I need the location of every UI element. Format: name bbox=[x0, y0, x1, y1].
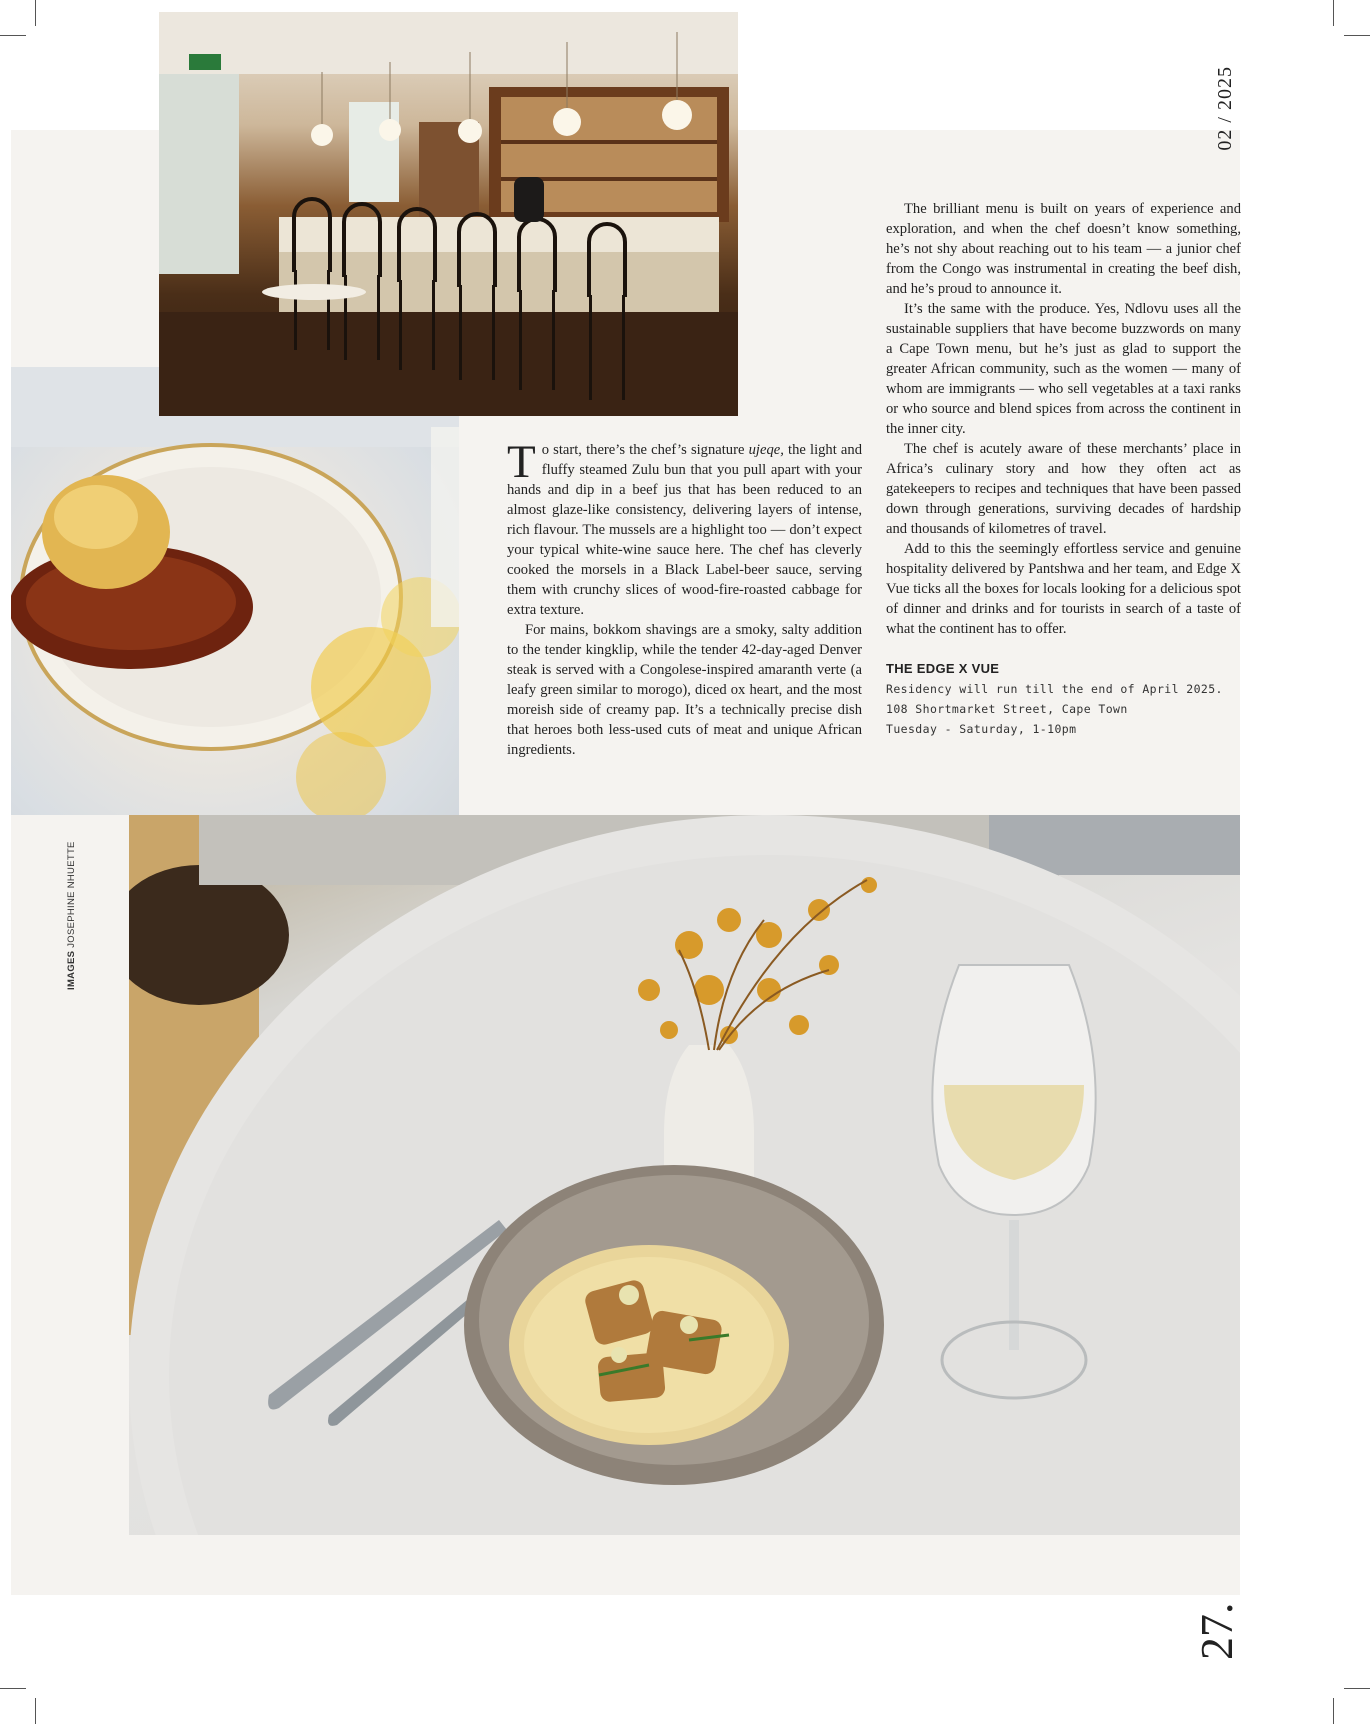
article-paragraph: The brilliant menu is built on years of experience and exploration, and when the chef doesn’t know something, he’s not shy about reaching out to his team — a junior chef from the Congo was instrumental in creating the beef dish, and he’s proud to announce it. bbox=[886, 201, 1241, 297]
starter-dish-photo bbox=[11, 367, 459, 815]
page-number: 27. bbox=[1191, 1602, 1242, 1660]
restaurant-interior-photo bbox=[159, 12, 738, 416]
crop-mark bbox=[0, 35, 26, 36]
interior-illustration bbox=[159, 12, 738, 416]
main-course-illustration bbox=[129, 815, 1240, 1535]
photo-credit-label: IMAGES bbox=[66, 950, 77, 990]
crop-mark bbox=[1333, 1698, 1334, 1724]
venue-info-hours: Tuesday - Saturday, 1-10pm bbox=[886, 722, 1077, 736]
photo-credit-name: JOSEPHINE NHUETTE bbox=[66, 841, 77, 948]
venue-info-heading: THE EDGE X VUE bbox=[886, 661, 1000, 676]
crop-mark bbox=[1344, 35, 1370, 36]
crop-mark bbox=[35, 0, 36, 26]
crop-mark bbox=[0, 1688, 26, 1689]
article-paragraph: The chef is acutely aware of these merchants’ place in Africa’s culinary story and how they often act as gatekeepers to recipes and techniques that have been passed down through generations, surviving decades of hardship and thousands of kilometres of travel. bbox=[886, 441, 1241, 537]
article-paragraph: It’s the same with the produce. Yes, Ndlovu uses all the sustainable suppliers that have become buzzwords on many a Cape Town menu, but he’s just as glad to support the greater African community, such as the women — many of whom are immigrants — who sell vegetables at a taxi ranks or who source and blend spices from across the continent in the inner city. bbox=[886, 301, 1241, 437]
article-paragraph: For mains, bokkom shavings are a smoky, salty addition to the tender kingklip, while the tender 42-day-aged Denver steak is served with a Congolese-inspired amaranth verte (a leafy green similar to morogo), diced ox heart, and the most moreish side of creamy pap. It’s a technically precise dish that heroes both less-used cuts of meat and unique African ingredients. bbox=[507, 622, 862, 758]
crop-mark bbox=[35, 1698, 36, 1724]
article-text: o start, there’s the chef’s signature bbox=[541, 442, 749, 458]
starter-dish-illustration bbox=[11, 367, 459, 815]
crop-mark bbox=[1333, 0, 1334, 26]
article-column-right bbox=[886, 199, 1241, 739]
venue-info-address: 108 Shortmarket Street, Cape Town bbox=[886, 702, 1128, 716]
main-course-photo bbox=[129, 815, 1240, 1535]
crop-mark bbox=[1344, 1688, 1370, 1689]
article-emphasis: ujeqe, bbox=[748, 442, 784, 458]
article-paragraph: Add to this the seemingly effortless service and genuine hospitality delivered by Pantshwa and her team, and Edge X Vue ticks all the boxes for locals looking for a delicious spot of dinner and drinks and for tourists in search of a taste of what the continent has to offer. bbox=[886, 541, 1241, 637]
article-column-left bbox=[507, 436, 862, 760]
venue-info-residency: Residency will run till the end of April 2025. bbox=[886, 682, 1223, 696]
drop-cap: T bbox=[507, 436, 536, 488]
article-paragraph bbox=[507, 436, 862, 620]
issue-date: 02 / 2025 bbox=[1214, 66, 1236, 151]
photo-credit bbox=[66, 841, 77, 990]
article-text: the light and fluffy steamed Zulu bun that you pull apart with your hands and dip in a beef jus that has been reduced to an almost glaze-like consistency, delivering layers of intense, rich flavour. The mussels are a highlight too — don’t expect your typical white-wine sauce here. The chef has cleverly cooked the morsels in a Black Label-beer sauce, serving them with crunchy slices of wood-fire-roasted cabbage for extra texture. bbox=[507, 442, 862, 618]
